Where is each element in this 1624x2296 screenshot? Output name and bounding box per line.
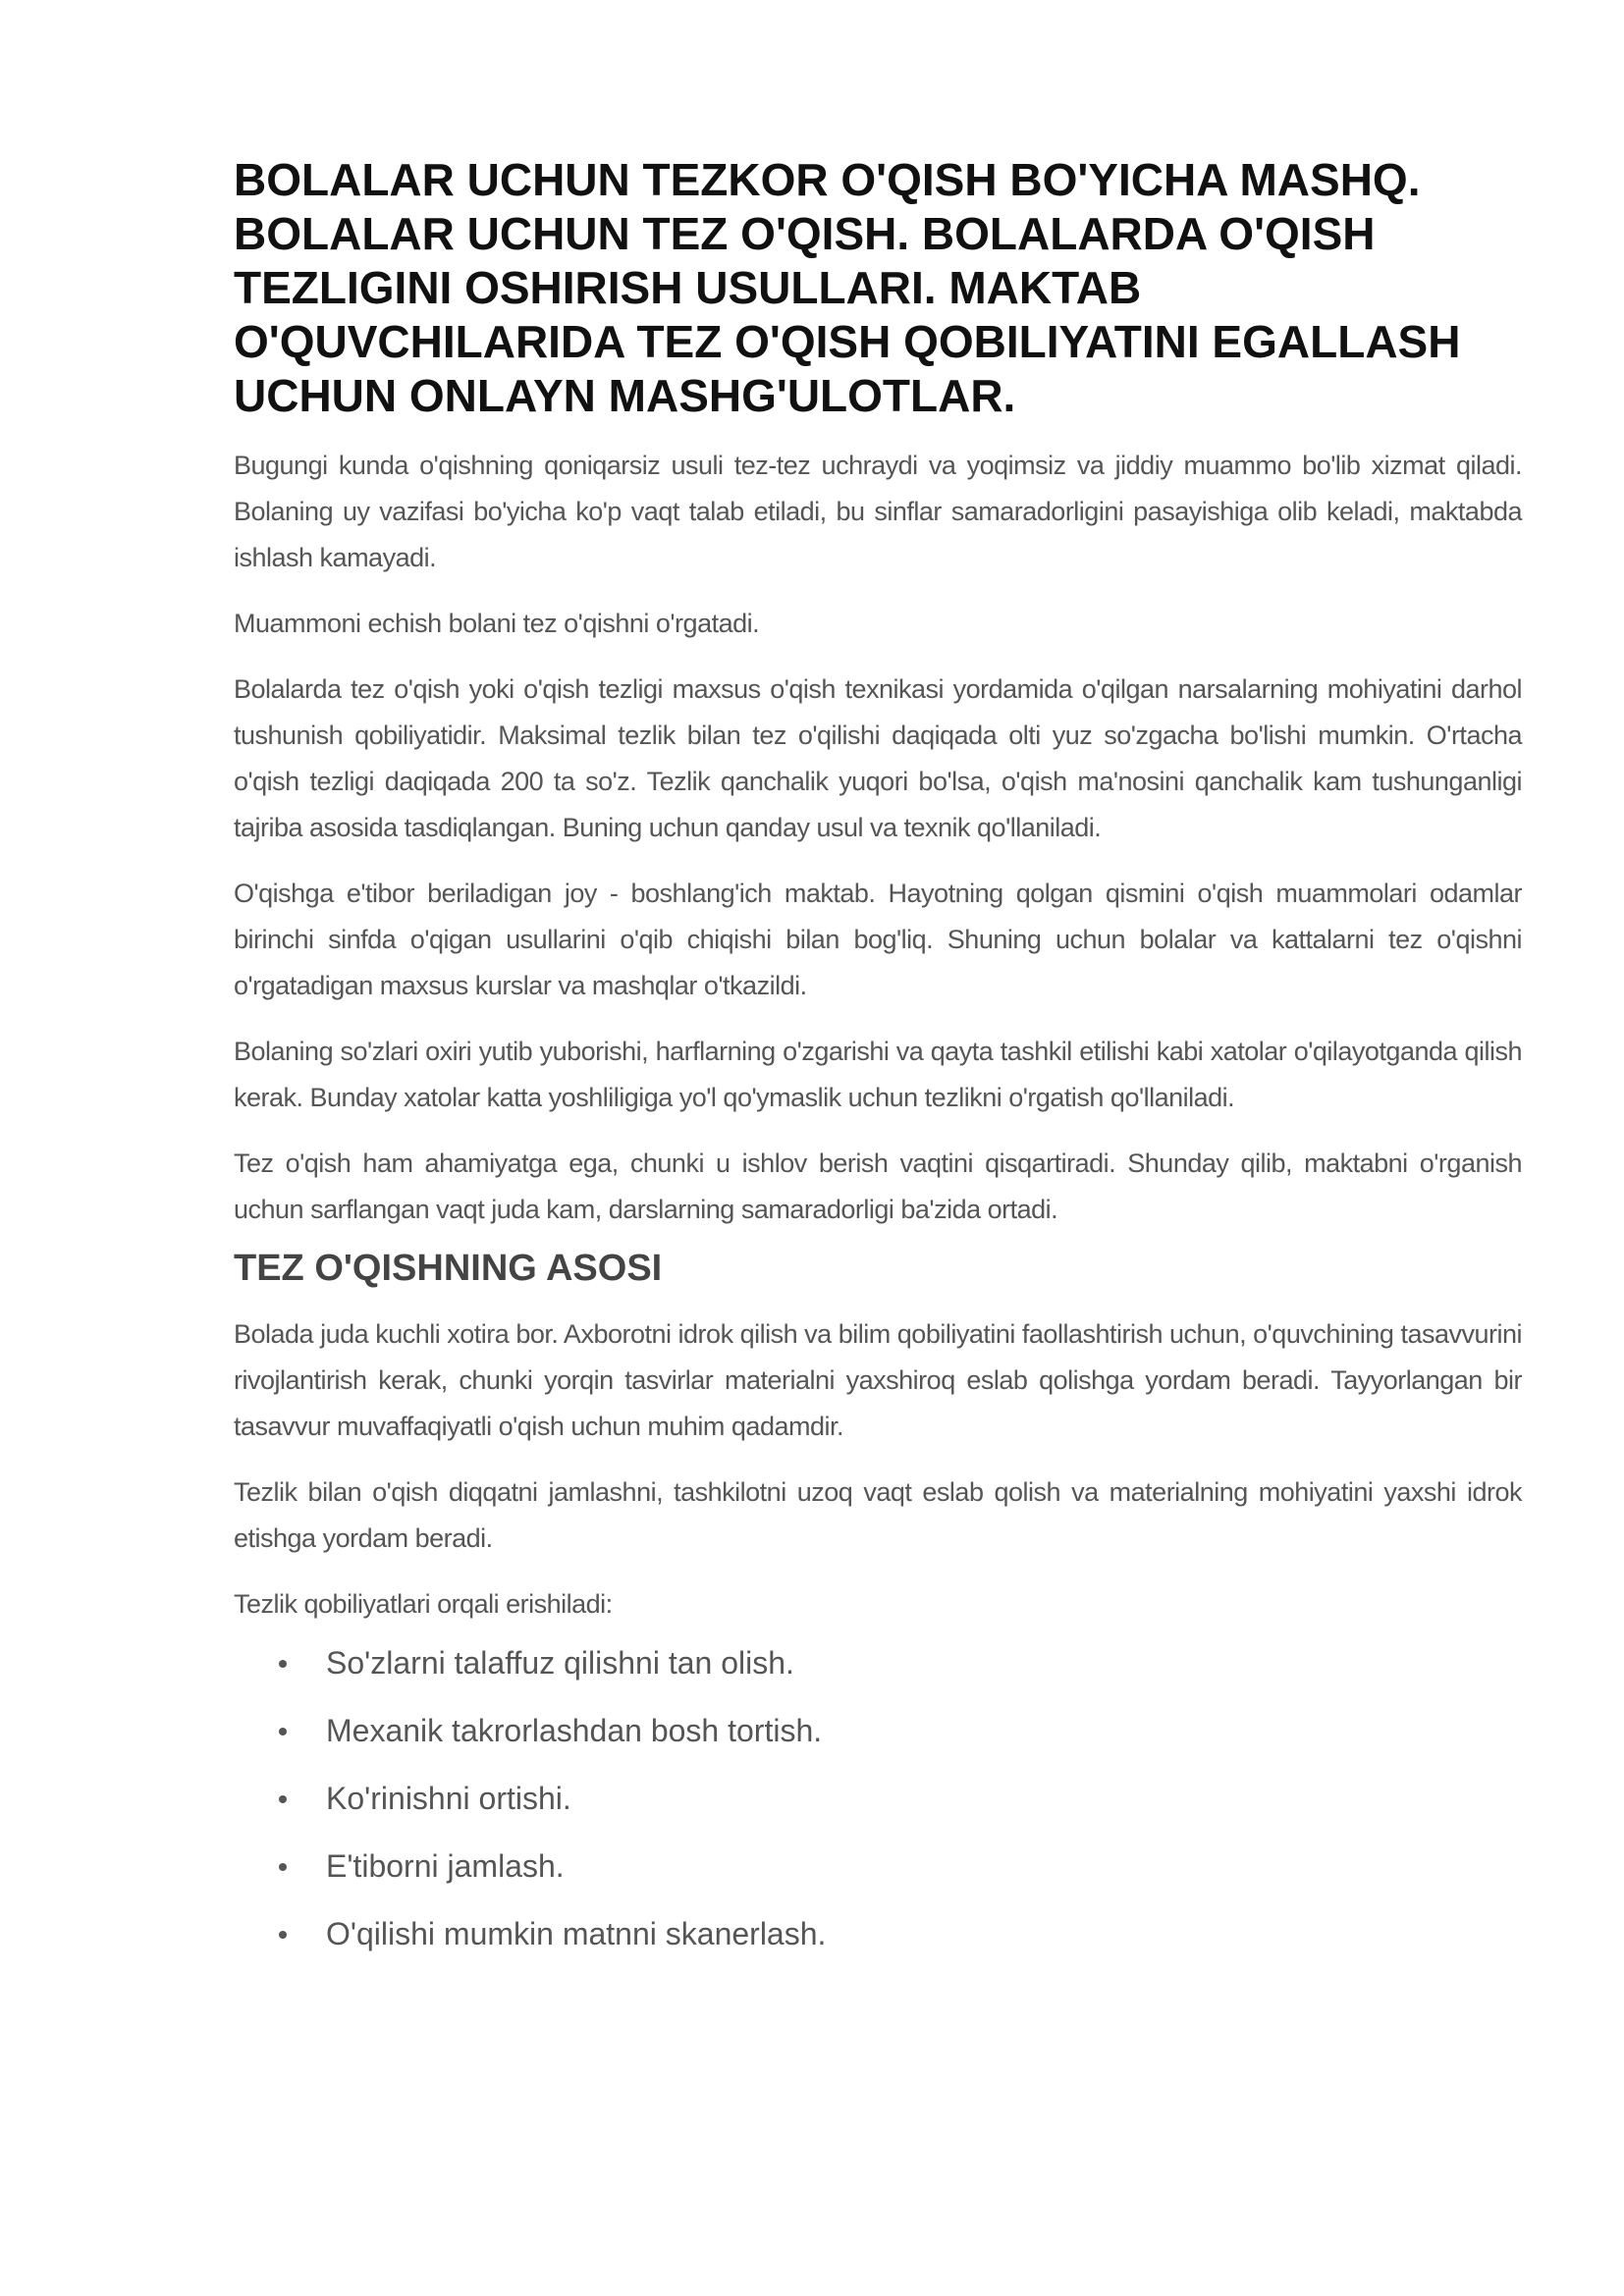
- section-heading: TEZ O'QISHNING ASOSI: [234, 1248, 663, 1289]
- paragraph-definition: Bolalarda tez o'qish yoki o'qish tezligi maxsus o'qish texnikasi yordamida o'qilgan narsalarning mohiyatini darhol tushunish qobiliyatidir. Maksimal tezlik bilan tez o'qilishi daqiqada olti yuz so'zgacha bo'lishi mumkin. O'rtacha o'qish tezligi daqiqada 200 ta so'z. Tezlik qanchalik yuqori bo'lsa, o'qish ma'nosini qanchalik kam tushunganligi tajriba asosida tasdiqlangan. Buning uchun qanday usul va texnik qo'llaniladi.: [234, 674, 1522, 842]
- paragraph-memory: Bolada juda kuchli xotira bor. Axborotni idrok qilish va bilim qobiliyatini faollashtirish uchun, o'quvchining tasavvurini rivojlantirish kerak, chunki yorqin tasvirlar materialni yaxshiroq eslab qolishga yordam beradi. Tayyorlangan bir tasavvur muvaffaqiyatli o'qish uchun muhim qadamdir.: [234, 1319, 1522, 1441]
- list-item: [234, 1643, 1522, 1711]
- list-item: [234, 1779, 1522, 1846]
- list-item-text: O'qilishi mumkin matnni skanerlash.: [326, 1916, 827, 1951]
- paragraph-errors: Bolaning so'zlari oxiri yutib yuborishi, harflarning o'zgarishi va qayta tashkil etilishi kabi xatolar o'qilayotganda qilish kerak. Bunday xatolar katta yoshliligiga yo'l qo'ymaslik uchun tezlikni o'rgatish qo'llaniladi.: [234, 1037, 1522, 1112]
- skills-list: [234, 1643, 1522, 1982]
- bullet-icon: [279, 1660, 287, 1668]
- list-item: [234, 1711, 1522, 1779]
- paragraph-intro: Bugungi kunda o'qishning qoniqarsiz usuli tez-tez uchraydi va yoqimsiz va jiddiy muammo bo'lib xizmat qiladi. Bolaning uy vazifasi bo'yicha ko'p vaqt talab etiladi, bu sinflar samaradorligini pasayishiga olib keladi, maktabda ishlash kamayadi.: [234, 451, 1522, 572]
- list-item-text: E'tiborni jamlash.: [326, 1848, 565, 1884]
- paragraph-importance: Tez o'qish ham ahamiyatga ega, chunki u ishlov berish vaqtini qisqartiradi. Shunday qilib, maktabni o'rganish uchun sarflangan vaqt juda kam, darslarning samaradorligi ba'zida ortadi.: [234, 1148, 1522, 1224]
- bullet-icon: [279, 1728, 287, 1735]
- paragraph-list-intro: Tezlik qobiliyatlari orqali erishiladi:: [234, 1589, 613, 1619]
- page-title: BOLALAR UCHUN TEZKOR O'QISH BO'YICHA MASHQ. BOLALAR UCHUN TEZ O'QISH. BOLALARDA O'QISH TEZLIGINI OSHIRISH USULLARI. MAKTAB O'QUVCHILARIDA TEZ O'QISH QOBILIYATINI EGALLASH UCHUN ONLAYN MASHG'ULOTLAR.: [234, 154, 1461, 421]
- bullet-icon: [279, 1863, 287, 1871]
- paragraph-primary-school: O'qishga e'tibor beriladigan joy - boshlang'ich maktab. Hayotning qolgan qismini o'qish muammolari odamlar birinchi sinfda o'qigan usullarini o'qib chiqishi bilan bog'liq. Shuning uchun bolalar va kattalarni tez o'qishni o'rgatadigan maxsus kurslar va mashqlar o'tkazildi.: [234, 879, 1522, 1000]
- bullet-icon: [279, 1795, 287, 1803]
- paragraph-solution: Muammoni echish bolani tez o'qishni o'rgatadi.: [234, 609, 760, 638]
- bullet-icon: [279, 1931, 287, 1939]
- list-item-text: Ko'rinishni ortishi.: [326, 1781, 571, 1816]
- list-item: [234, 1846, 1522, 1914]
- paragraph-concentration: Tezlik bilan o'qish diqqatni jamlashni, tashkilotni uzoq vaqt eslab qolish va materialning mohiyatini yaxshi idrok etishga yordam beradi.: [234, 1477, 1522, 1553]
- list-item: [234, 1914, 1522, 1982]
- list-item-text: So'zlarni talaffuz qilishni tan olish.: [326, 1645, 794, 1681]
- list-item-text: Mexanik takrorlashdan bosh tortish.: [326, 1713, 823, 1748]
